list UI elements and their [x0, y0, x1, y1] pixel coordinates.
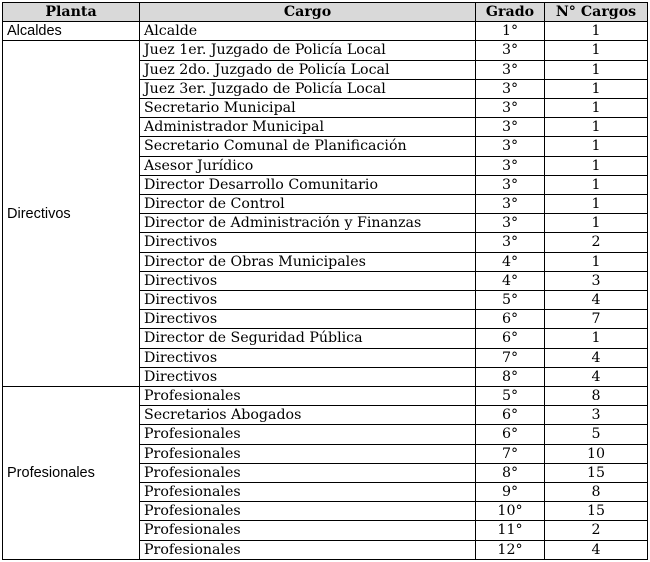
grado-cell: 8°: [476, 367, 545, 386]
cargo-cell: Director de Seguridad Pública: [140, 329, 476, 348]
grado-cell: 4°: [476, 271, 545, 290]
n-cargos-cell: 1: [545, 118, 648, 137]
table-row: [3, 387, 648, 406]
table-row: [3, 22, 648, 41]
grado-cell: 9°: [476, 483, 545, 502]
n-cargos-cell: 1: [545, 22, 648, 41]
grado-cell: 5°: [476, 387, 545, 406]
grado-cell: 11°: [476, 521, 545, 540]
n-cargos-cell: 10: [545, 444, 648, 463]
n-cargos-cell: 2: [545, 521, 648, 540]
n-cargos-cell: 4: [545, 291, 648, 310]
cargo-cell: Directivos: [140, 348, 476, 367]
grado-cell: 6°: [476, 406, 545, 425]
grado-cell: 3°: [476, 79, 545, 98]
header-n-cargos: N° Cargos: [545, 3, 648, 22]
n-cargos-cell: 1: [545, 156, 648, 175]
grado-cell: 3°: [476, 60, 545, 79]
n-cargos-cell: 7: [545, 310, 648, 329]
n-cargos-cell: 1: [545, 175, 648, 194]
cargo-cell: Administrador Municipal: [140, 118, 476, 137]
grado-cell: 3°: [476, 156, 545, 175]
n-cargos-cell: 4: [545, 367, 648, 386]
grado-cell: 3°: [476, 99, 545, 118]
table-row: [3, 41, 648, 60]
grado-cell: 1°: [476, 22, 545, 41]
n-cargos-cell: 15: [545, 502, 648, 521]
cargo-cell: Profesionales: [140, 444, 476, 463]
header-cargo: Cargo: [140, 3, 476, 22]
n-cargos-cell: 1: [545, 41, 648, 60]
cargo-cell: Profesionales: [140, 502, 476, 521]
n-cargos-cell: 1: [545, 79, 648, 98]
grado-cell: 3°: [476, 137, 545, 156]
grado-cell: 3°: [476, 214, 545, 233]
n-cargos-cell: 3: [545, 271, 648, 290]
cargo-cell: Directivos: [140, 310, 476, 329]
n-cargos-cell: 5: [545, 425, 648, 444]
cargo-cell: Profesionales: [140, 387, 476, 406]
grado-cell: 8°: [476, 463, 545, 482]
grado-cell: 3°: [476, 233, 545, 252]
n-cargos-cell: 4: [545, 348, 648, 367]
cargo-cell: Profesionales: [140, 540, 476, 559]
n-cargos-cell: 15: [545, 463, 648, 482]
grado-cell: 10°: [476, 502, 545, 521]
n-cargos-cell: 1: [545, 137, 648, 156]
cargo-cell: Director de Control: [140, 195, 476, 214]
cargo-cell: Asesor Jurídico: [140, 156, 476, 175]
cargo-cell: Profesionales: [140, 425, 476, 444]
table-body: [3, 22, 648, 560]
grado-cell: 3°: [476, 195, 545, 214]
n-cargos-cell: 1: [545, 252, 648, 271]
n-cargos-cell: 4: [545, 540, 648, 559]
header-row: [3, 3, 648, 22]
grado-cell: 5°: [476, 291, 545, 310]
planta-cell: Alcaldes: [3, 22, 140, 41]
planta-table: [2, 2, 648, 560]
cargo-cell: Directivos: [140, 291, 476, 310]
n-cargos-cell: 1: [545, 214, 648, 233]
cargo-cell: Directivos: [140, 367, 476, 386]
grado-cell: 7°: [476, 348, 545, 367]
cargo-cell: Profesionales: [140, 521, 476, 540]
grado-cell: 12°: [476, 540, 545, 559]
n-cargos-cell: 1: [545, 195, 648, 214]
grado-cell: 6°: [476, 425, 545, 444]
cargo-cell: Director Desarrollo Comunitario: [140, 175, 476, 194]
planta-cell: Directivos: [3, 41, 140, 387]
cargo-cell: Juez 2do. Juzgado de Policía Local: [140, 60, 476, 79]
grado-cell: 7°: [476, 444, 545, 463]
cargo-cell: Juez 3er. Juzgado de Policía Local: [140, 79, 476, 98]
grado-cell: 4°: [476, 252, 545, 271]
cargo-cell: Director de Administración y Finanzas: [140, 214, 476, 233]
n-cargos-cell: 3: [545, 406, 648, 425]
grado-cell: 3°: [476, 41, 545, 60]
cargo-cell: Director de Obras Municipales: [140, 252, 476, 271]
header-grado: Grado: [476, 3, 545, 22]
cargo-cell: Secretario Comunal de Planificación: [140, 137, 476, 156]
grado-cell: 6°: [476, 329, 545, 348]
grado-cell: 6°: [476, 310, 545, 329]
cargo-cell: Profesionales: [140, 483, 476, 502]
cargo-cell: Alcalde: [140, 22, 476, 41]
planta-cell: Profesionales: [3, 387, 140, 560]
cargo-cell: Secretarios Abogados: [140, 406, 476, 425]
cargo-cell: Juez 1er. Juzgado de Policía Local: [140, 41, 476, 60]
n-cargos-cell: 8: [545, 387, 648, 406]
cargo-cell: Directivos: [140, 271, 476, 290]
n-cargos-cell: 1: [545, 329, 648, 348]
header-planta: Planta: [3, 3, 140, 22]
n-cargos-cell: 2: [545, 233, 648, 252]
n-cargos-cell: 1: [545, 99, 648, 118]
n-cargos-cell: 1: [545, 60, 648, 79]
n-cargos-cell: 8: [545, 483, 648, 502]
cargo-cell: Profesionales: [140, 463, 476, 482]
cargo-cell: Directivos: [140, 233, 476, 252]
cargo-cell: Secretario Municipal: [140, 99, 476, 118]
grado-cell: 3°: [476, 175, 545, 194]
grado-cell: 3°: [476, 118, 545, 137]
